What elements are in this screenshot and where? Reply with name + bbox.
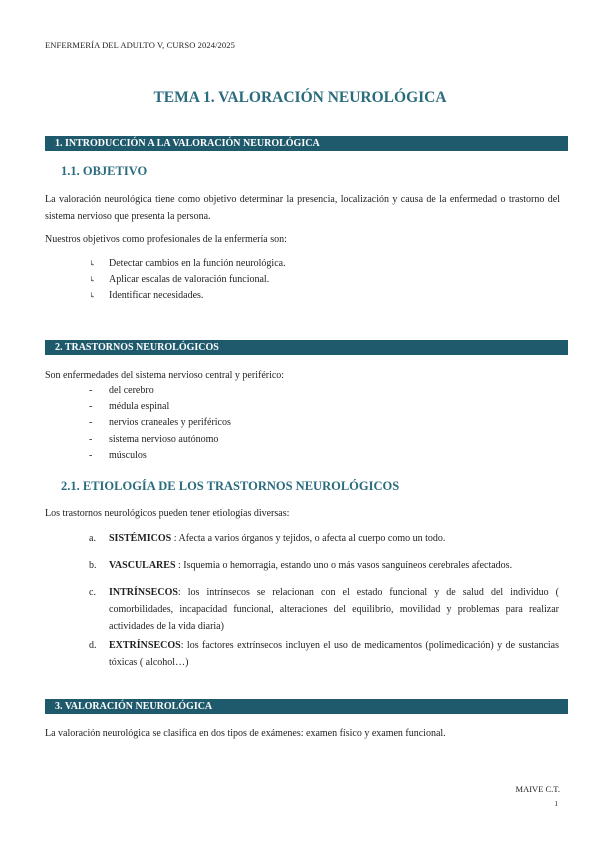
arrow-bullet-icon: ↳ — [89, 275, 96, 284]
list-item: ↳ Detectar cambios en la función neurológica. — [89, 256, 286, 272]
page-title: TEMA 1. VALORACIÓN NEUROLÓGICA — [153, 89, 447, 106]
list-item: ↳ Aplicar escalas de valoración funcional. — [89, 272, 286, 288]
etiology-item-b: b. VASCULARES : Isquemia o hemorragia, estando uno o más vasos sanguíneos cerebrales afectados. — [89, 560, 513, 571]
disorders-list — [89, 383, 231, 464]
list-item: - sistema nervioso autónomo — [89, 433, 219, 445]
section-2-1-heading: 2.1. ETIOLOGÍA DE LOS TRASTORNOS NEUROLÓGICOS — [61, 479, 400, 493]
list-item: - nervios craneales y periféricos — [89, 417, 231, 429]
list-item: ↳ Identificar necesidades. — [89, 288, 286, 304]
etiology-item-d: d. EXTRÍNSECOS: los factores extrínsecos incluyen el uso de medicamentos (polimedicación) y de sustancias tóxicas ( alcohol…) — [89, 640, 559, 668]
arrow-bullet-icon: ↳ — [89, 291, 96, 300]
section-2-paragraph-2: Los trastornos neurológicos pueden tener etiologías diversas: — [45, 508, 290, 519]
section-2-band: 2. TRASTORNOS NEUROLÓGICOS — [45, 340, 568, 355]
footer-author: MAIVE C.T. — [515, 784, 560, 794]
section-1-paragraph-2: Nuestros objetivos como profesionales de la enfermería son: — [45, 234, 287, 245]
section-1-band: 1. INTRODUCCIÓN A LA VALORACIÓN NEUROLÓGICA — [45, 136, 568, 151]
section-3-paragraph-1: La valoración neurológica se clasifica en dos tipos de exámenes: examen físico y examen funcional. — [45, 728, 446, 739]
list-item: - médula espinal — [89, 401, 170, 413]
list-item: - músculos — [89, 449, 147, 461]
etiology-item-c: c. INTRÍNSECOS: los intrínsecos se relacionan con el estado funcional y de salud del individuo ( comorbilidades, incapacidad funcional, alteraciones del equilibrio, movilidad y problemas para realizar actividades de la vida diaria) — [89, 587, 559, 632]
running-header: ENFERMERÍA DEL ADULTO V, CURSO 2024/2025 — [45, 40, 235, 50]
page-number: 1 — [554, 800, 558, 808]
section-2-paragraph-1: Son enfermedades del sistema nervioso central y periférico: — [45, 370, 285, 381]
list-item: - del cerebro — [89, 385, 154, 396]
section-1-1-heading: 1.1. OBJETIVO — [61, 164, 148, 178]
arrow-bullet-icon: ↳ — [89, 259, 96, 268]
etiology-item-a: a. SISTÉMICOS : Afecta a varios órganos y tejidos, o afecta al cuerpo como un todo. — [89, 533, 446, 544]
section-1-paragraph-1: La valoración neurológica tiene como objetivo determinar la presencia, localización y causa de la enfermedad o trastorno del sistema nervioso que presenta la persona. — [45, 194, 560, 222]
section-3-band: 3. VALORACIÓN NEUROLÓGICA — [45, 699, 568, 714]
objectives-list — [89, 256, 286, 304]
